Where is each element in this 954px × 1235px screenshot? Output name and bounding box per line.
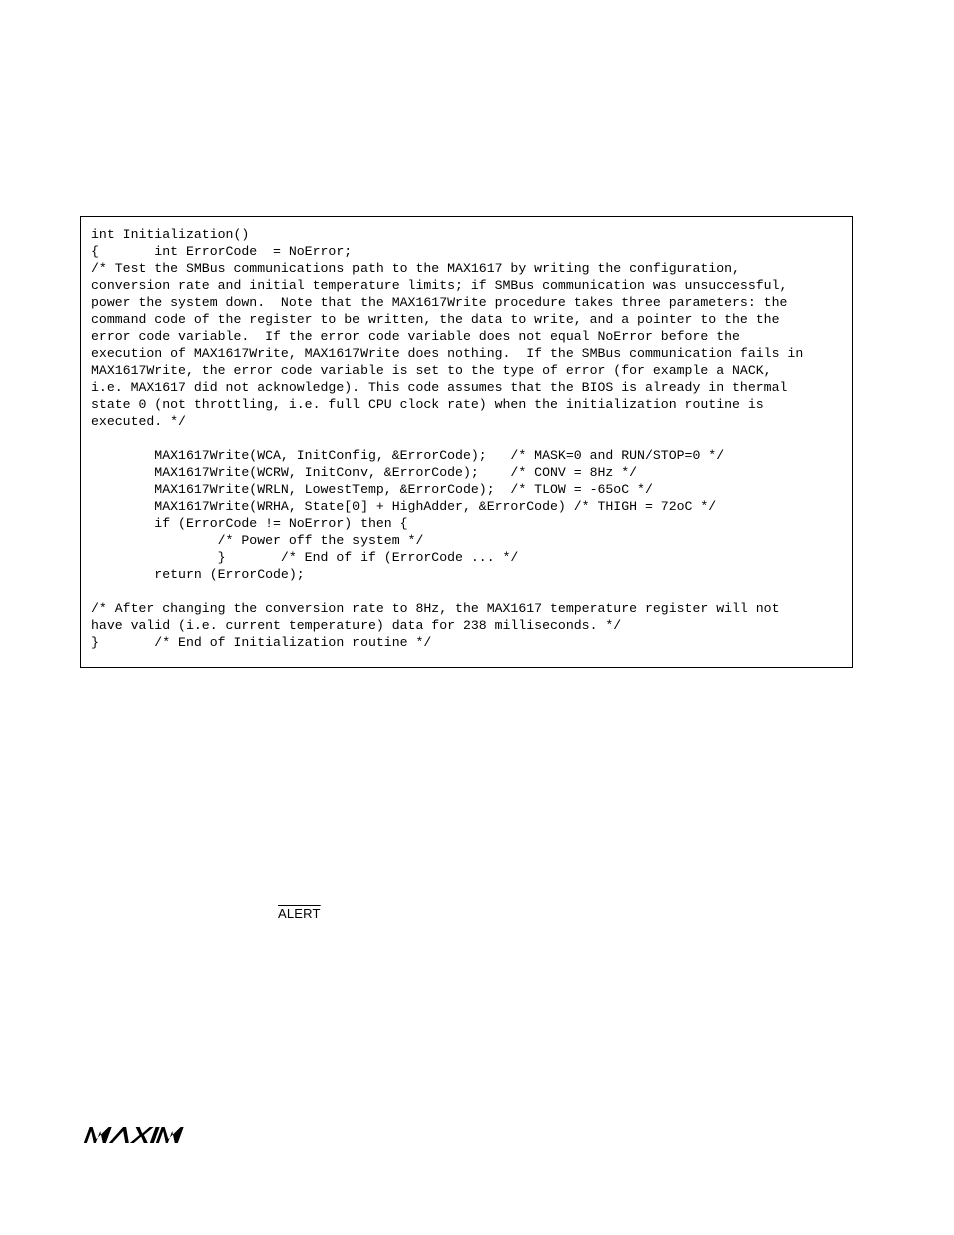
code-line: MAX1617Write(WRHA, State[0] + HighAdder, &ErrorCode) /* THIGH = 72oC */ (91, 499, 717, 514)
code-line: executed. */ (91, 414, 186, 429)
code-listing-box (80, 216, 853, 668)
maxim-logo (84, 1126, 196, 1144)
alert-pin-label: ALERT (278, 906, 321, 921)
code-line: int Initialization() (91, 227, 250, 242)
code-line: /* Power off the system */ (91, 533, 424, 548)
code-line: conversion rate and initial temperature limits; if SMBus communication was unsuccessful, (91, 278, 788, 293)
code-line: execution of MAX1617Write, MAX1617Write does nothing. If the SMBus communication fails in (91, 346, 804, 361)
code-line: if (ErrorCode != NoError) then { (91, 516, 408, 531)
code-line: state 0 (not throttling, i.e. full CPU clock rate) when the initialization routine is (91, 397, 764, 412)
code-line: MAX1617Write(WCA, InitConfig, &ErrorCode); /* MASK=0 and RUN/STOP=0 */ (91, 448, 725, 463)
code-line: } /* End of if (ErrorCode ... */ (91, 550, 519, 565)
code-line: /* After changing the conversion rate to 8Hz, the MAX1617 temperature register will not (91, 601, 780, 616)
code-line: MAX1617Write(WCRW, InitConv, &ErrorCode); /* CONV = 8Hz */ (91, 465, 638, 480)
code-line: MAX1617Write, the error code variable is set to the type of error (for example a NACK, (91, 363, 772, 378)
code-line: return (ErrorCode); (91, 567, 305, 582)
code-line: } /* End of Initialization routine */ (91, 635, 432, 650)
code-line: /* Test the SMBus communications path to the MAX1617 by writing the configuration, (91, 261, 740, 276)
code-line: MAX1617Write(WRLN, LowestTemp, &ErrorCode); /* TLOW = -65oC */ (91, 482, 653, 497)
code-line: i.e. MAX1617 did not acknowledge). This code assumes that the BIOS is already in thermal (91, 380, 788, 395)
code-line: { int ErrorCode = NoError; (91, 244, 353, 259)
code-line: error code variable. If the error code variable does not equal NoError before the (91, 329, 740, 344)
code-line: command code of the register to be written, the data to write, and a pointer to the the (91, 312, 780, 327)
code-line: have valid (i.e. current temperature) data for 238 milliseconds. */ (91, 618, 622, 633)
code-line: power the system down. Note that the MAX1617Write procedure takes three parameters: the (91, 295, 788, 310)
